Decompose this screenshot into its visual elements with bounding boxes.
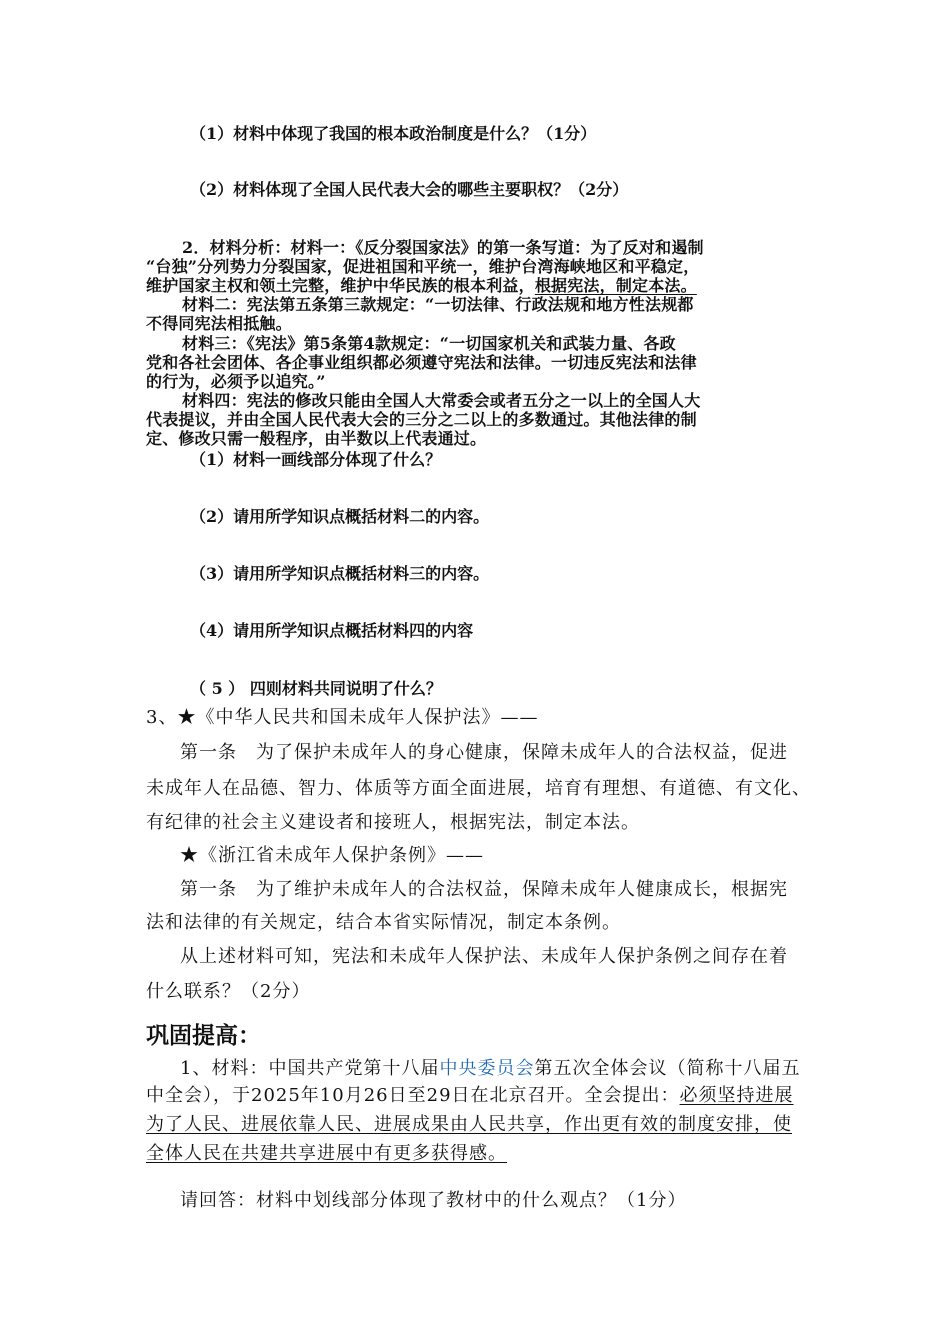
question-2-3: （3）请用所学知识点概括材料三的内容。 — [190, 564, 490, 583]
material-2-line-1: 材料二：宪法第五条第三款规定：“一切法律、行政法规和地方性法规都 — [182, 295, 694, 314]
material-3-line-1: 材料三：《宪法》第5条第4款规定：“一切国家机关和武装力量、各政 — [182, 334, 676, 353]
material-4-line-1: 材料四：宪法的修改只能由全国人大常委会或者五分之一以上的全国人大 — [182, 391, 701, 410]
material-1-plain: 维护国家主权和领土完整，维护中华民族的根本利益， — [146, 276, 535, 295]
question-1-1: （1）材料中体现了我国的根本政治制度是什么？（1分） — [190, 124, 597, 143]
question-2-2: （2）请用所学知识点概括材料二的内容。 — [190, 507, 490, 526]
section-3-p1-line-2: 未成年人在品德、智力、体质等方面全面进展，培育有理想、有道德、有文化、 — [146, 778, 811, 799]
consolidate-line-3: 为了人民、进展依靠人民、进展成果由人民共享，作出更有效的制度安排，使 — [146, 1114, 792, 1135]
material-1-line-1: 2．材料分析：材料一：《反分裂国家法》的第一条写道：为了反对和遏制 — [182, 238, 704, 257]
central-committee-link[interactable]: 中央委员会 — [439, 1058, 535, 1079]
material-3-line-2: 党和各社会团体、各企事业组织都必须遵守宪法和法律。一切违反宪法和法律 — [146, 353, 697, 372]
consolidate-heading: 巩固提高： — [146, 1022, 261, 1049]
consolidate-line-2 — [146, 1087, 794, 1105]
consolidate-line-2-underlined: 必须坚持进展 — [679, 1085, 794, 1106]
material-4-line-2: 代表提议，并由全国人民代表大会的三分之二以上的多数通过。其他法律的制 — [146, 410, 697, 429]
section-3-subtitle: ★《浙江省未成年人保护条例》—— — [180, 845, 484, 866]
section-3-p3-line-2: 什么联系？（2分） — [146, 981, 311, 1002]
consolidate-line-1-a: 1、材料：中国共产党第十八届 — [180, 1058, 440, 1079]
material-2-line-2: 不得同宪法相抵触。 — [146, 314, 292, 333]
section-3-p2-line-2: 法和法律的有关规定，结合本省实际情况，制定本条例。 — [146, 912, 621, 933]
consolidate-line-1 — [180, 1060, 800, 1078]
question-2-1: （1）材料一画线部分体现了什么？ — [190, 450, 442, 469]
consolidate-line-1-b: 第五次全体会议（简称十八届五 — [534, 1058, 801, 1079]
question-2-4: （4）请用所学知识点概括材料四的内容 — [190, 621, 474, 640]
material-1-line-2: “台独”分列势力分裂国家，促进祖国和平统一，维护台湾海峡地区和平稳定， — [146, 257, 700, 276]
material-1-line-3 — [146, 278, 697, 294]
section-3-p1-line-3: 有纪律的社会主义建设者和接班人，根据宪法，制定本法。 — [146, 812, 640, 833]
consolidate-line-4: 全体人民在共建共享进展中有更多获得感。 — [146, 1143, 507, 1164]
section-3-title: 3、★《中华人民共和国未成年人保护法》—— — [146, 707, 539, 728]
material-1-underlined: 根据宪法，制定本法。 — [534, 276, 697, 295]
question-2-5: （ 5 ） 四则材料共同说明了什么？ — [190, 679, 442, 698]
consolidate-line-2-a: 中全会），于2025年10月26日至29日在北京召开。全会提出： — [146, 1085, 680, 1106]
section-3-p2-line-1: 第一条 为了维护未成年人的合法权益，保障未成年人健康成长，根据宪 — [180, 879, 788, 900]
material-4-line-3: 定、修改只需一般程序，由半数以上代表通过。 — [146, 429, 487, 448]
consolidate-question: 请回答：材料中划线部分体现了教材中的什么观点？（1分） — [180, 1190, 687, 1211]
section-3-p3-line-1: 从上述材料可知，宪法和未成年人保护法、未成年人保护条例之间存在着 — [180, 946, 788, 967]
section-3-p1-line-1: 第一条 为了保护未成年人的身心健康，保障未成年人的合法权益，促进 — [180, 742, 788, 763]
question-1-2: （2）材料体现了全国人民代表大会的哪些主要职权？（2分） — [190, 180, 629, 199]
material-3-line-3: 的行为，必须予以追究。” — [146, 372, 326, 391]
